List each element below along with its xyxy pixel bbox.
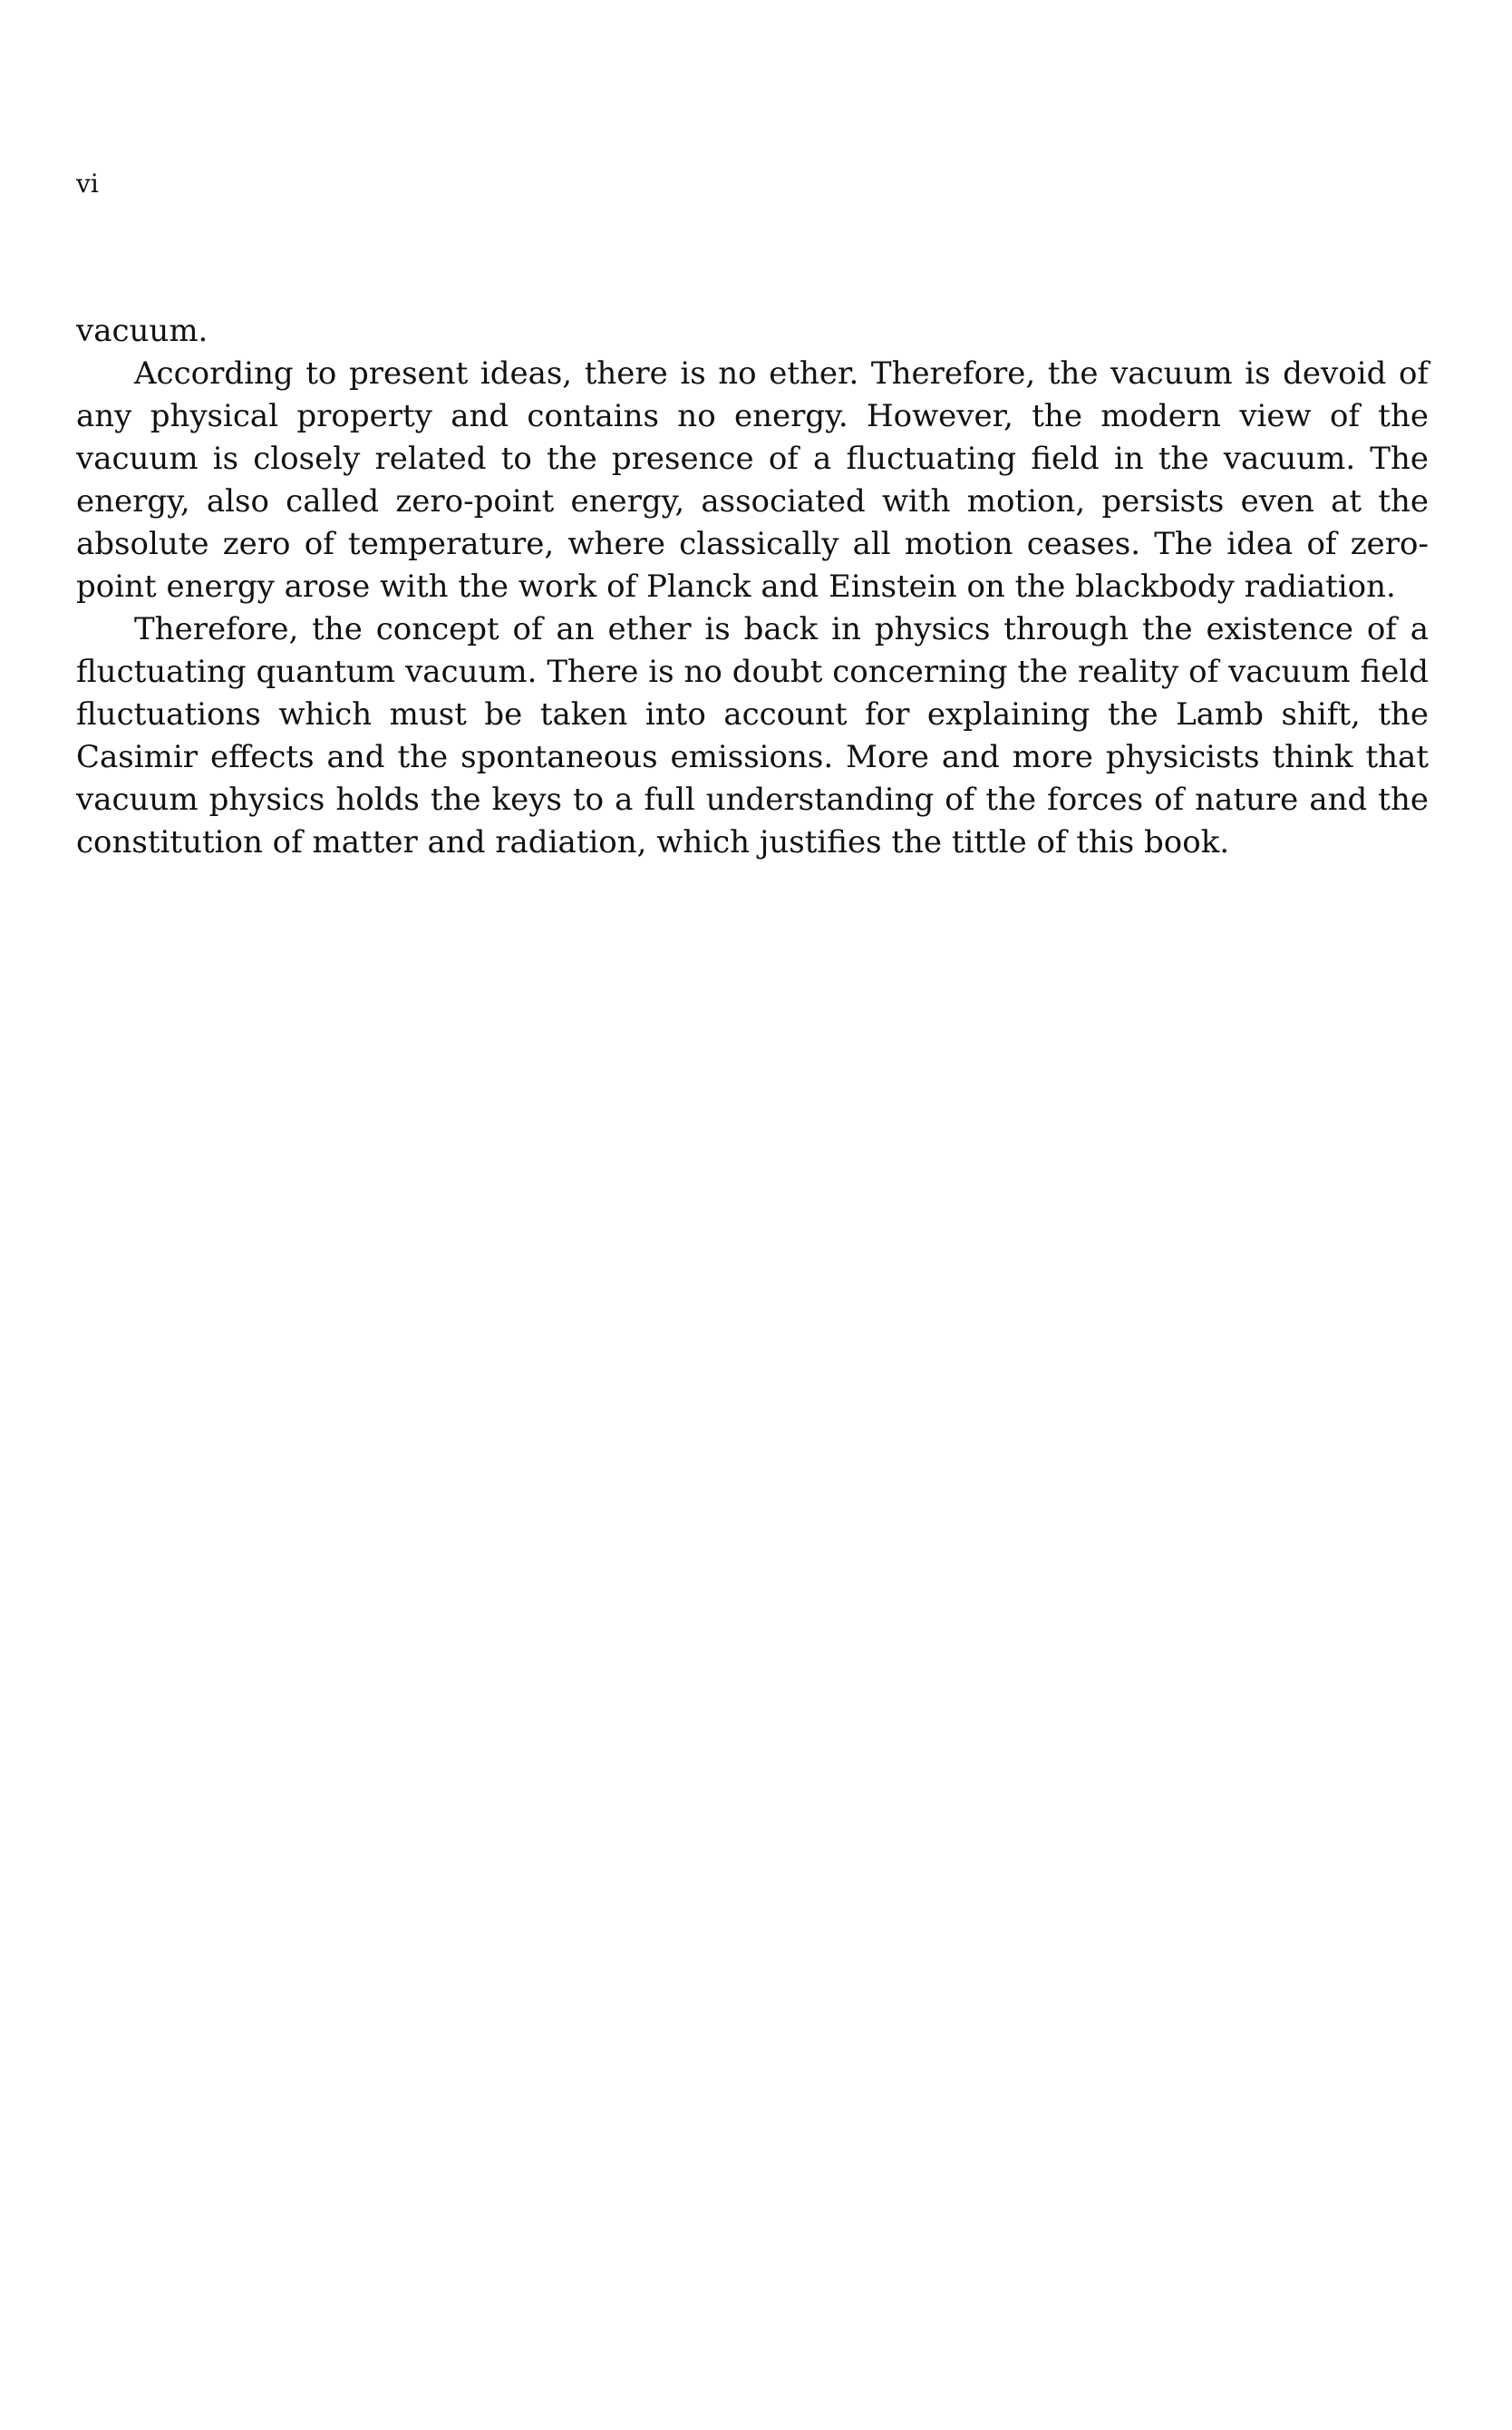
paragraph-continuation: vacuum. (76, 313, 208, 349)
body-text (76, 310, 1429, 864)
paragraph-quantum-vacuum: Therefore, the concept of an ether is back in physics through the existence of a fluctuating quantum vacuum. There is no doubt concerning the reality of vacuum field fluctuations which must be taken into account for explaining the Lamb shift, the Casimir effects and the spontaneous emissions. More and more physicists think that vacuum physics holds the keys to a full understanding of the forces of nature and the constitution of matter and radiation, which justifies the tittle of this book. (76, 611, 1429, 860)
page-number: vi (76, 169, 99, 199)
paragraph-ether-and-zero-point-energy: According to present ideas, there is no ether. Therefore, the vacuum is devoid of any physical property and contains no energy. However, the modern view of the vacuum is closely related to the presence of a fluctuating field in the vacuum. The energy, also called zero-point energy, associated with motion, persists even at the absolute zero of temperature, where classically all motion ceases. The idea of zero-point energy arose with the work of Planck and Einstein on the blackbody radiation. (76, 355, 1429, 605)
